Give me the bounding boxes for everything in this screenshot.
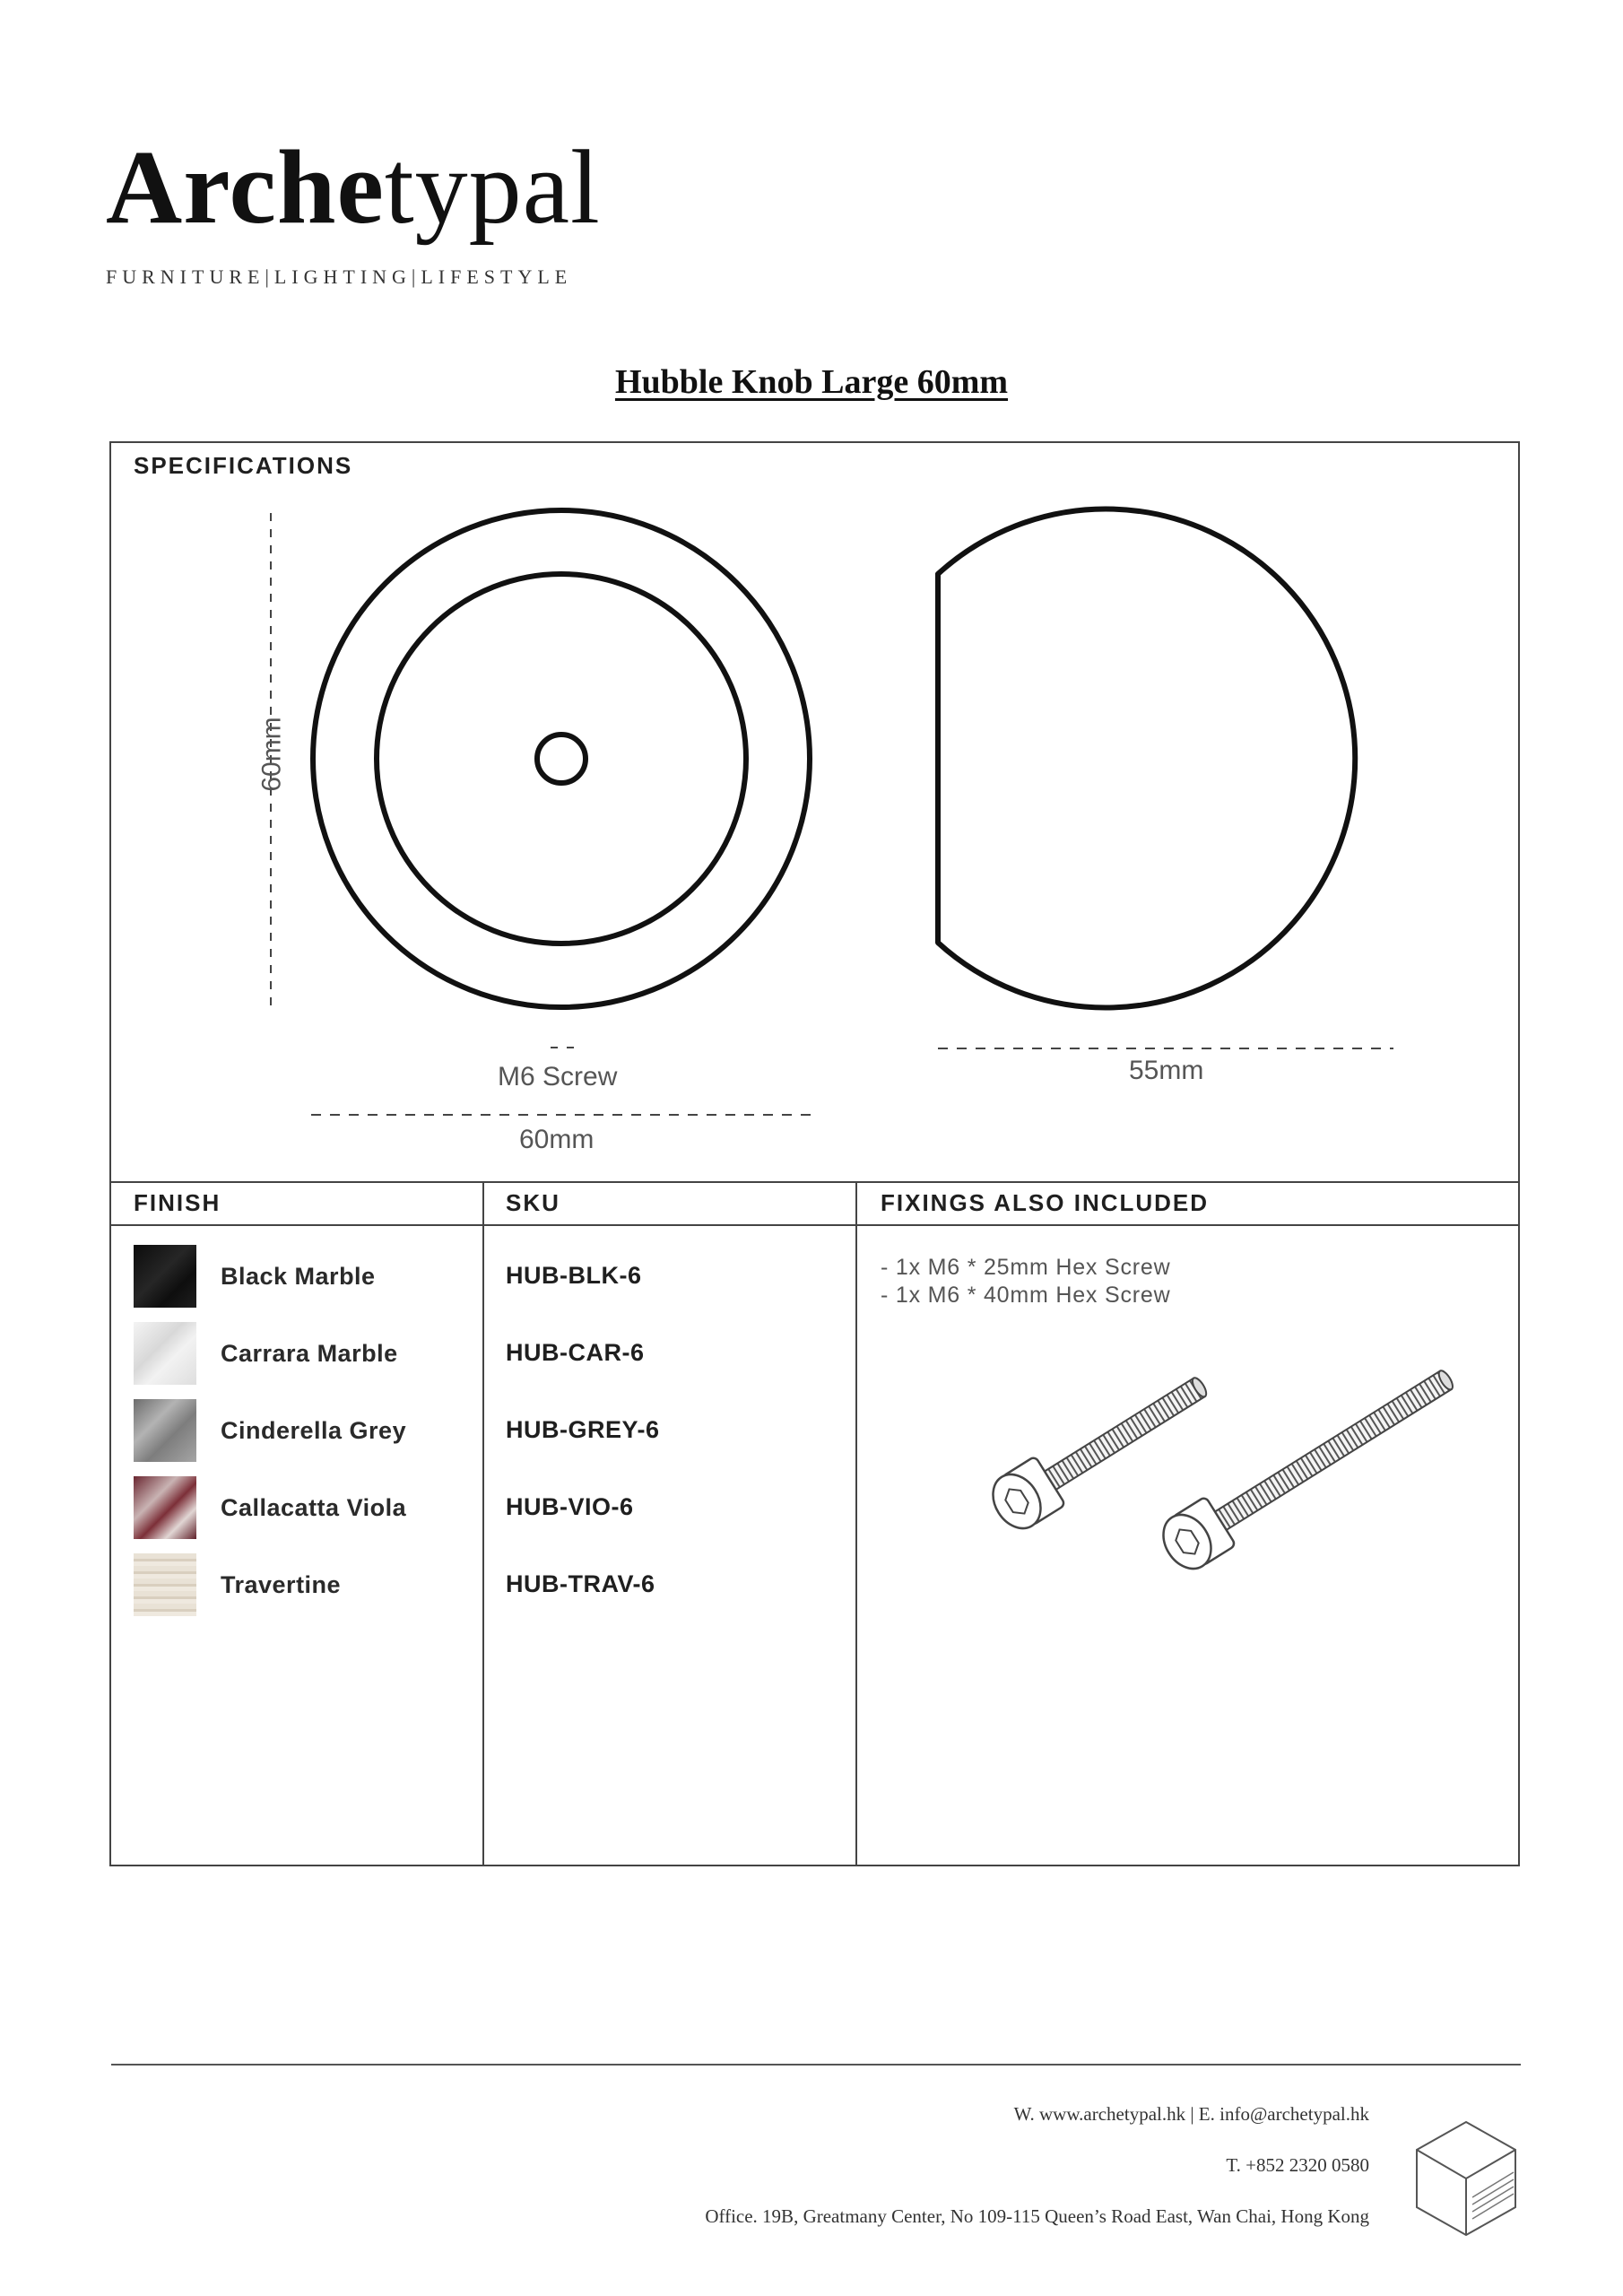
cinderella-grey-swatch (134, 1399, 196, 1462)
finish-name: Callacatta Viola (221, 1493, 407, 1521)
carrara-marble-swatch (134, 1322, 196, 1385)
finish-name: Cinderella Grey (221, 1416, 407, 1444)
hex-screws-icon (918, 1358, 1564, 1573)
side-view-profile (938, 509, 1355, 1008)
sku-callacatta-viola: HUB-VIO-6 (506, 1493, 634, 1520)
finish-name: Black Marble (221, 1262, 376, 1290)
specifications-heading: SPECIFICATIONS (134, 452, 353, 479)
finish-row-travertine (134, 1552, 341, 1617)
front-view-outer-circle (313, 510, 810, 1007)
finish-row-carrara-marble (134, 1321, 398, 1386)
brand-tagline: FURNITURE|LIGHTING|LIFESTYLE (106, 265, 573, 288)
logo-bold: Arche (106, 128, 385, 246)
fixing-item: - 1x M6 * 40mm Hex Screw (881, 1283, 1171, 1308)
black-marble-swatch (134, 1245, 196, 1308)
finish-row-cinderella-grey (134, 1398, 406, 1463)
sku-travertine: HUB-TRAV-6 (506, 1570, 655, 1597)
table-header-rule (111, 1224, 1518, 1226)
knob-technical-drawing (111, 443, 1518, 1187)
finish-row-black-marble (134, 1244, 376, 1309)
sku-cinderella-grey: HUB-GREY-6 (506, 1416, 660, 1443)
depth-dimension-label: 55mm (1129, 1056, 1204, 1085)
sku-column-header: SKU (506, 1189, 560, 1216)
finish-row-callacatta-viola (134, 1475, 406, 1540)
logo-wordmark (106, 128, 601, 246)
brand-cube-icon (1408, 2117, 1524, 2242)
screw-dimension-label: M6 Screw (498, 1062, 618, 1091)
screw-hole-circle (537, 735, 586, 783)
finish-name: Travertine (221, 1570, 342, 1598)
sku-carrara-marble: HUB-CAR-6 (506, 1339, 645, 1366)
table-top-rule (111, 1181, 1518, 1183)
travertine-swatch (134, 1553, 196, 1616)
footer-office-address: Office. 19B, Greatmany Center, No 109-115 Queen’s Road East, Wan Chai, Hong Kong (705, 2205, 1369, 2227)
front-view-inner-circle (377, 574, 746, 944)
sku-black-marble: HUB-BLK-6 (506, 1262, 642, 1289)
finish-name: Carrara Marble (221, 1339, 398, 1367)
footer-web-email: W. www.archetypal.hk | E. info@archetypal.hk (1013, 2103, 1369, 2125)
logo-light: typal (384, 128, 601, 246)
footer-rule (111, 2064, 1521, 2066)
callacatta-viola-swatch (134, 1476, 196, 1539)
column-divider-2 (855, 1181, 857, 1865)
fixings-column-header: FIXINGS ALSO INCLUDED (881, 1189, 1210, 1216)
page-title: Hubble Knob Large 60mm (614, 363, 1009, 401)
brand-logo (106, 128, 601, 289)
height-dimension-label: 60mm (256, 717, 287, 792)
fixing-item: - 1x M6 * 25mm Hex Screw (881, 1255, 1171, 1280)
column-divider-1 (482, 1181, 484, 1865)
spec-sheet (109, 441, 1520, 1866)
footer-phone: T. +852 2320 0580 (1226, 2154, 1369, 2176)
finish-column-header: FINISH (134, 1189, 221, 1216)
width-dimension-label: 60mm (519, 1125, 595, 1154)
